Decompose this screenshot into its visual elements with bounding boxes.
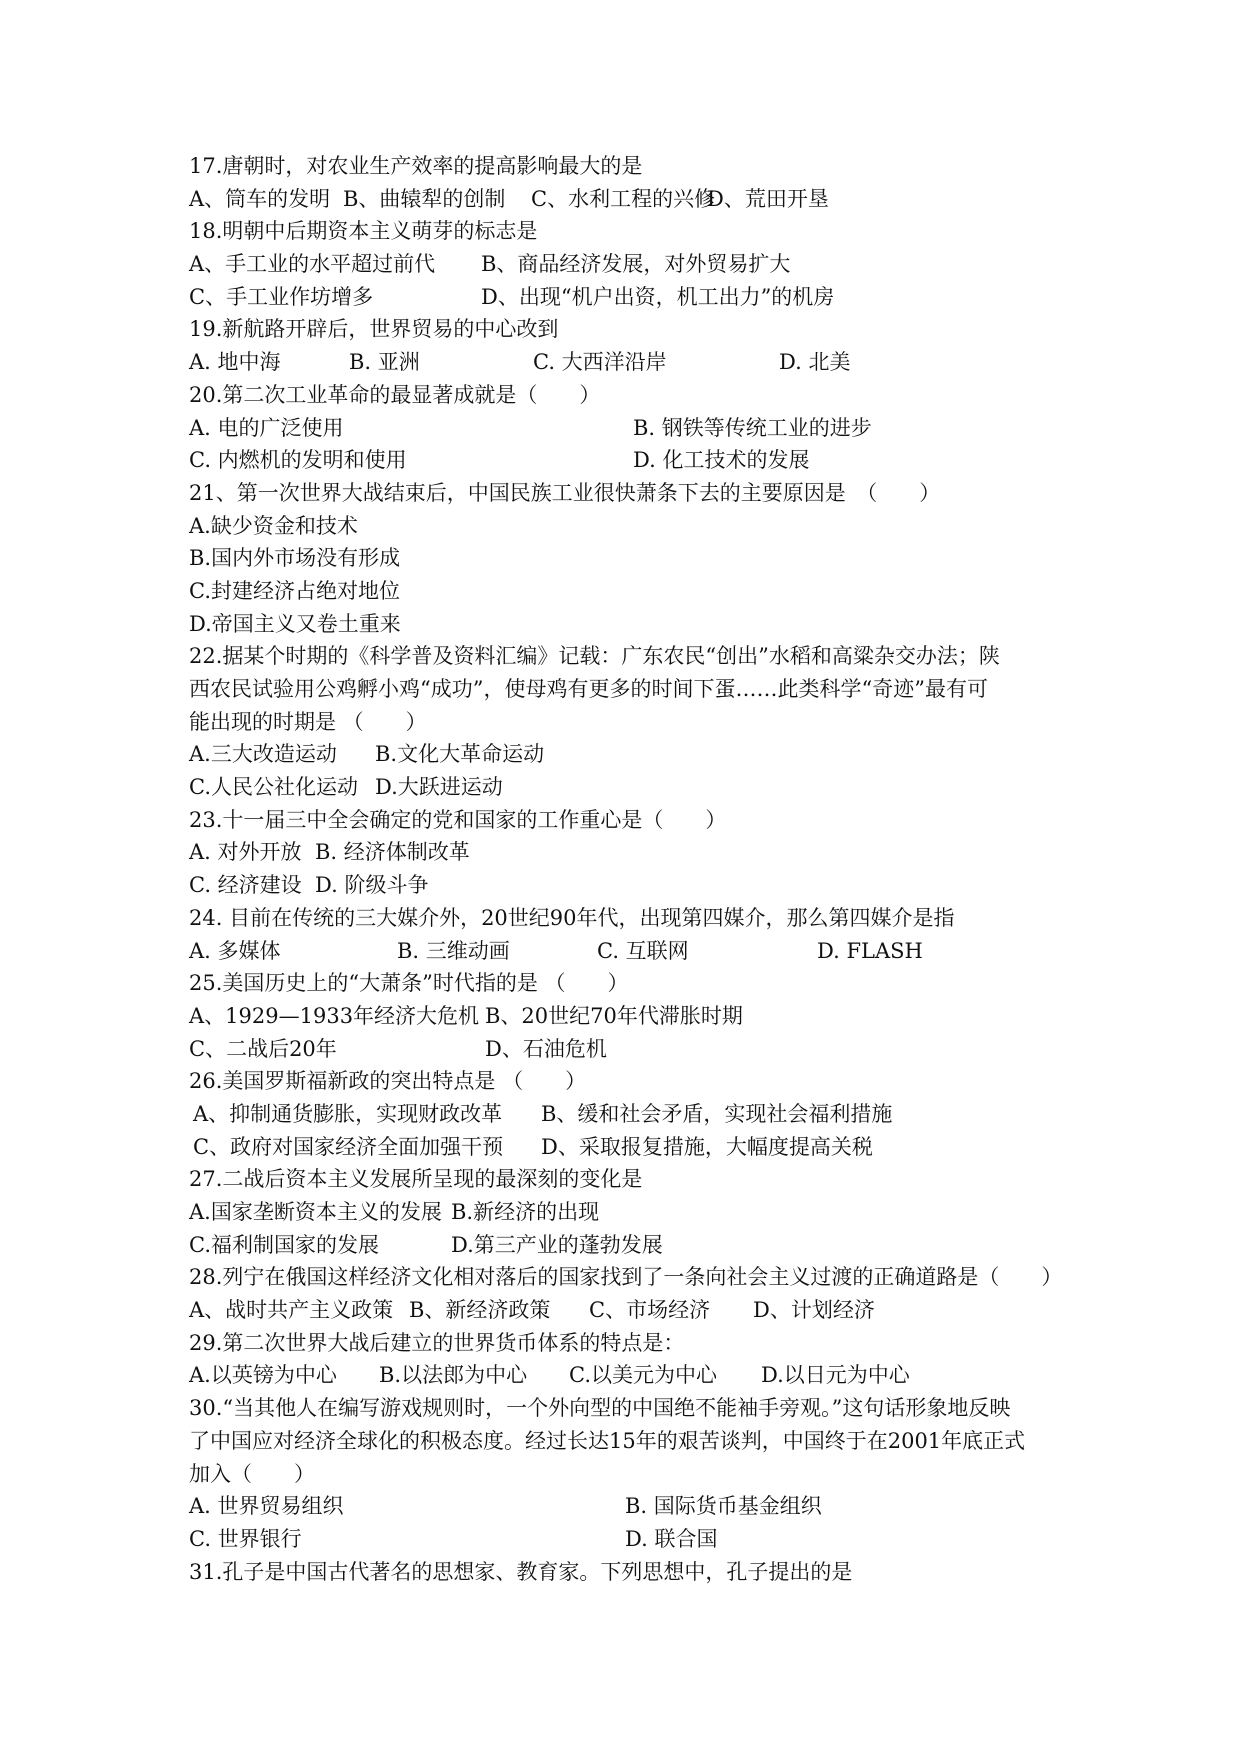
question-stem: 30.“当其他人在编写游戏规则时，一个外向型的中国绝不能袖手旁观。”这句话形象地反映 — [189, 1396, 1011, 1421]
option: B.国内外市场没有形成 — [189, 546, 401, 571]
question-stem: 加入（ ） — [189, 1461, 315, 1486]
option: D. 北美 — [779, 350, 851, 375]
option-row — [189, 608, 1069, 641]
option: A.以英镑为中心 — [189, 1363, 337, 1388]
question-stem: 20.第二次工业革命的最显著成就是（ ） — [189, 382, 601, 407]
option: D.第三产业的蓬勃发展 — [451, 1232, 663, 1257]
option: C. 世界银行 — [189, 1526, 302, 1551]
option: B.新经济的出现 — [451, 1200, 600, 1224]
question-stem: 了中国应对经济全球化的积极态度。经过长达15年的艰苦谈判，中国终于在2001年底正式 — [189, 1428, 1026, 1453]
option: A、筒车的发明 — [189, 186, 331, 211]
option: D. FLASH — [817, 938, 923, 963]
option: B、20世纪70年代滞胀时期 — [485, 1003, 743, 1028]
question-stem: 27.二战后资本主义发展所呈现的最深刻的变化是 — [189, 1167, 643, 1192]
option: C.人民公社化运动 — [189, 775, 358, 800]
option: B. 钢铁等传统工业的进步 — [633, 415, 872, 440]
option: A.三大改造运动 — [189, 742, 337, 767]
option-row — [189, 1359, 1069, 1392]
option: D.以日元为中心 — [761, 1363, 910, 1388]
option: B、商品经济发展，对外贸易扩大 — [481, 252, 791, 277]
option: C. 大西洋沿岸 — [533, 350, 667, 375]
option: C、二战后20年 — [189, 1036, 337, 1061]
option-row — [189, 510, 1069, 543]
option-row — [189, 1033, 1069, 1066]
option: C. 互联网 — [597, 938, 689, 963]
option: D、出现“机户出资，机工出力”的机房 — [481, 284, 835, 309]
option: A. 地中海 — [189, 350, 281, 375]
option: B、缓和社会矛盾，实现社会福利措施 — [541, 1101, 893, 1126]
option: D. 阶级斗争 — [315, 873, 429, 898]
option: A、手工业的水平超过前代 — [189, 252, 436, 277]
option-row — [189, 183, 1069, 216]
question-list — [189, 150, 1069, 1588]
option: D、采取报复措施，大幅度提高关税 — [541, 1134, 873, 1159]
option-row — [189, 1196, 1069, 1229]
option: C.以美元为中心 — [569, 1363, 717, 1388]
option: B. 经济体制改革 — [315, 840, 470, 865]
option: C. 内燃机的发明和使用 — [189, 448, 407, 473]
option-row — [189, 248, 1069, 281]
option: A. 电的广泛使用 — [189, 415, 344, 440]
question-stem: 25.美国历史上的“大萧条”时代指的是 （ ） — [189, 971, 629, 996]
option-row — [189, 836, 1069, 869]
option-row — [189, 1523, 1069, 1556]
option-row — [189, 1294, 1069, 1327]
option: A、抑制通货膨胀，实现财政改革 — [193, 1101, 503, 1126]
option-row — [189, 1490, 1069, 1523]
option-row — [189, 771, 1069, 804]
option-row — [189, 1098, 1069, 1131]
option: D、石油危机 — [485, 1036, 607, 1061]
option: C、市场经济 — [589, 1298, 711, 1323]
option: A.缺少资金和技术 — [189, 513, 358, 538]
option: C、水利工程的兴修 — [531, 186, 716, 211]
option-row — [189, 346, 1069, 379]
option: D.帝国主义又卷土重来 — [189, 611, 401, 636]
option: D、荒田开垦 — [707, 186, 829, 211]
option: D、计划经济 — [753, 1298, 875, 1323]
question-stem: 21、第一次世界大战结束后，中国民族工业很快萧条下去的主要原因是 （ ） — [189, 480, 941, 505]
option: C.福利制国家的发展 — [189, 1232, 379, 1257]
question-stem: 能出现的时期是 （ ） — [189, 709, 427, 734]
option: D. 化工技术的发展 — [633, 448, 810, 473]
option: D. 联合国 — [625, 1526, 718, 1551]
question-stem: 23.十一届三中全会确定的党和国家的工作重心是（ ） — [189, 807, 727, 832]
question-stem: 17.唐朝时，对农业生产效率的提高影响最大的是 — [189, 154, 643, 178]
question-stem: 31.孔子是中国古代著名的思想家、教育家。下列思想中，孔子提出的是 — [189, 1559, 853, 1584]
question-stem: 29.第二次世界大战后建立的世界货币体系的特点是： — [189, 1330, 685, 1355]
option: C、政府对国家经济全面加强干预 — [193, 1134, 504, 1159]
question-stem: 22.据某个时期的《科学普及资料汇编》记载：广东农民“创出”水稻和高粱杂交办法；陕 — [189, 644, 1000, 669]
option: B、新经济政策 — [409, 1298, 551, 1323]
question-stem: 18.明朝中后期资本主义萌芽的标志是 — [189, 219, 538, 244]
option: B. 国际货币基金组织 — [625, 1494, 822, 1519]
option: A.国家垄断资本主义的发展 — [189, 1200, 442, 1224]
option-row — [189, 281, 1069, 314]
option-row — [189, 542, 1069, 575]
option: B.以法郎为中心 — [379, 1363, 528, 1388]
question-stem: 19.新航路开辟后，世界贸易的中心改到 — [189, 317, 559, 342]
question-stem: 西农民试验用公鸡孵小鸡“成功”，使母鸡有更多的时间下蛋……此类科学“奇迹”最有可 — [189, 677, 988, 701]
option: C、手工业作坊增多 — [189, 284, 374, 309]
option: B. 三维动画 — [397, 938, 510, 963]
option: A、1929—1933年经济大危机 — [189, 1003, 480, 1028]
option: B.文化大革命运动 — [375, 742, 545, 767]
option-row — [189, 412, 1069, 445]
question-stem: 26.美国罗斯福新政的突出特点是 （ ） — [189, 1069, 587, 1094]
option: B. 亚洲 — [349, 350, 420, 375]
option-row — [189, 444, 1069, 477]
option-row — [189, 575, 1069, 608]
option-row — [189, 935, 1069, 968]
option: C. 经济建设 — [189, 873, 302, 898]
option: C.封建经济占绝对地位 — [189, 578, 400, 603]
option: D.大跃进运动 — [375, 775, 503, 800]
option: A、战时共产主义政策 — [189, 1298, 394, 1323]
option-row — [189, 869, 1069, 902]
option: A. 多媒体 — [189, 938, 281, 963]
option: A. 世界贸易组织 — [189, 1494, 344, 1519]
question-stem: 24. 目前在传统的三大媒介外，20世纪90年代，出现第四媒介，那么第四媒介是指 — [189, 905, 955, 930]
option: B、曲辕犁的创制 — [343, 186, 506, 211]
option: A. 对外开放 — [189, 840, 302, 865]
option-row — [189, 738, 1069, 771]
question-stem: 28.列宁在俄国这样经济文化相对落后的国家找到了一条向社会主义过渡的正确道路是（ ） — [189, 1265, 1063, 1290]
option-row — [189, 1131, 1069, 1164]
option-row — [189, 1229, 1069, 1262]
option-row — [189, 1000, 1069, 1033]
